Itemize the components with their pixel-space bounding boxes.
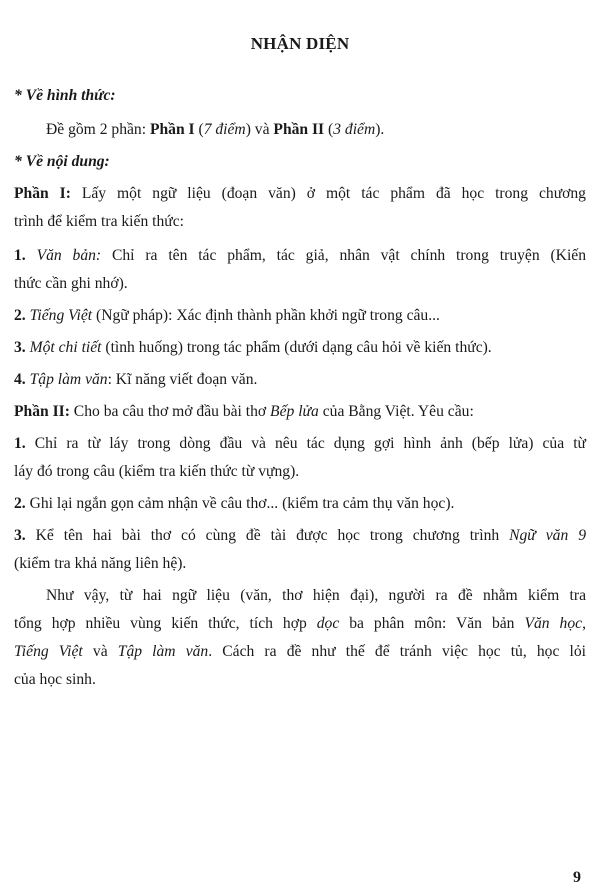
conclusion-line-1: Như vậy, từ hai ngữ liệu (văn, thơ hiện đại), người ra đề nhằm kiểm tra bbox=[46, 587, 586, 604]
part2-item-3: 3. Kể tên hai bài thơ có cùng đề tài được học trong chương trình Ngữ văn 9 bbox=[14, 527, 586, 544]
part2-item-3-cont: (kiểm tra khả năng liên hệ). bbox=[14, 555, 187, 572]
part1-item-2: 2. Tiếng Việt (Ngữ pháp): Xác định thành phần khởi ngữ trong câu... bbox=[14, 307, 440, 324]
part1-item-3: 3. Một chi tiết (tình huống) trong tác phẩm (dưới dạng câu hỏi về kiến thức). bbox=[14, 339, 492, 356]
content-heading: * Về nội dung: bbox=[14, 153, 110, 170]
conclusion-line-4: của học sinh. bbox=[14, 671, 96, 688]
part1-intro-line-1: Phần I: Lấy một ngữ liệu (đoạn văn) ở một tác phẩm đã học trong chương bbox=[14, 185, 586, 202]
page-number: 9 bbox=[573, 869, 581, 886]
part1-intro-line-2: trình để kiểm tra kiến thức: bbox=[14, 213, 184, 230]
part2-item-1-cont: láy đó trong câu (kiểm tra kiến thức từ vựng). bbox=[14, 463, 300, 480]
conclusion-line-3: Tiếng Việt và Tập làm văn. Cách ra đề như thế để tránh việc học tủ, học lỏi bbox=[14, 643, 587, 660]
part2-item-1: 1. Chỉ ra từ láy trong dòng đầu và nêu tác dụng gợi hình ảnh (bếp lửa) của từ bbox=[14, 435, 586, 452]
poem-title: Bếp lửa bbox=[270, 403, 319, 420]
textbook-title: Ngữ văn 9 bbox=[509, 527, 586, 544]
part1-points: 7 điểm bbox=[203, 121, 246, 138]
part2-intro: Phần II: Cho ba câu thơ mở đầu bài thơ Bếp lửa của Bằng Việt. Yêu cầu: bbox=[14, 403, 474, 420]
conclusion-line-2: tổng hợp nhiều vùng kiến thức, tích hợp dọc ba phân môn: Văn bản Văn học, bbox=[14, 615, 586, 632]
part2-item-2: 2. Ghi lại ngắn gọn cảm nhận về câu thơ... (kiểm tra cảm thụ văn học). bbox=[14, 495, 455, 512]
part1-item-1: 1. Văn bản: Chỉ ra tên tác phẩm, tác giả, nhân vật chính trong truyện (Kiến bbox=[14, 247, 586, 264]
form-description: Đề gồm 2 phần: Phần I (7 điểm) và Phần II (3 điểm). bbox=[46, 121, 385, 138]
part2-points: 3 điểm bbox=[333, 121, 376, 138]
part1-label: Phần I bbox=[149, 121, 195, 138]
form-heading: * Về hình thức: bbox=[14, 87, 116, 104]
page-title: NHẬN DIỆN bbox=[250, 34, 350, 53]
part2-label: Phần II bbox=[273, 121, 325, 138]
part1-item-4: 4. Tập làm văn: Kĩ năng viết đoạn văn. bbox=[14, 371, 258, 388]
part1-item-1-cont: thức cần ghi nhớ). bbox=[14, 275, 128, 292]
